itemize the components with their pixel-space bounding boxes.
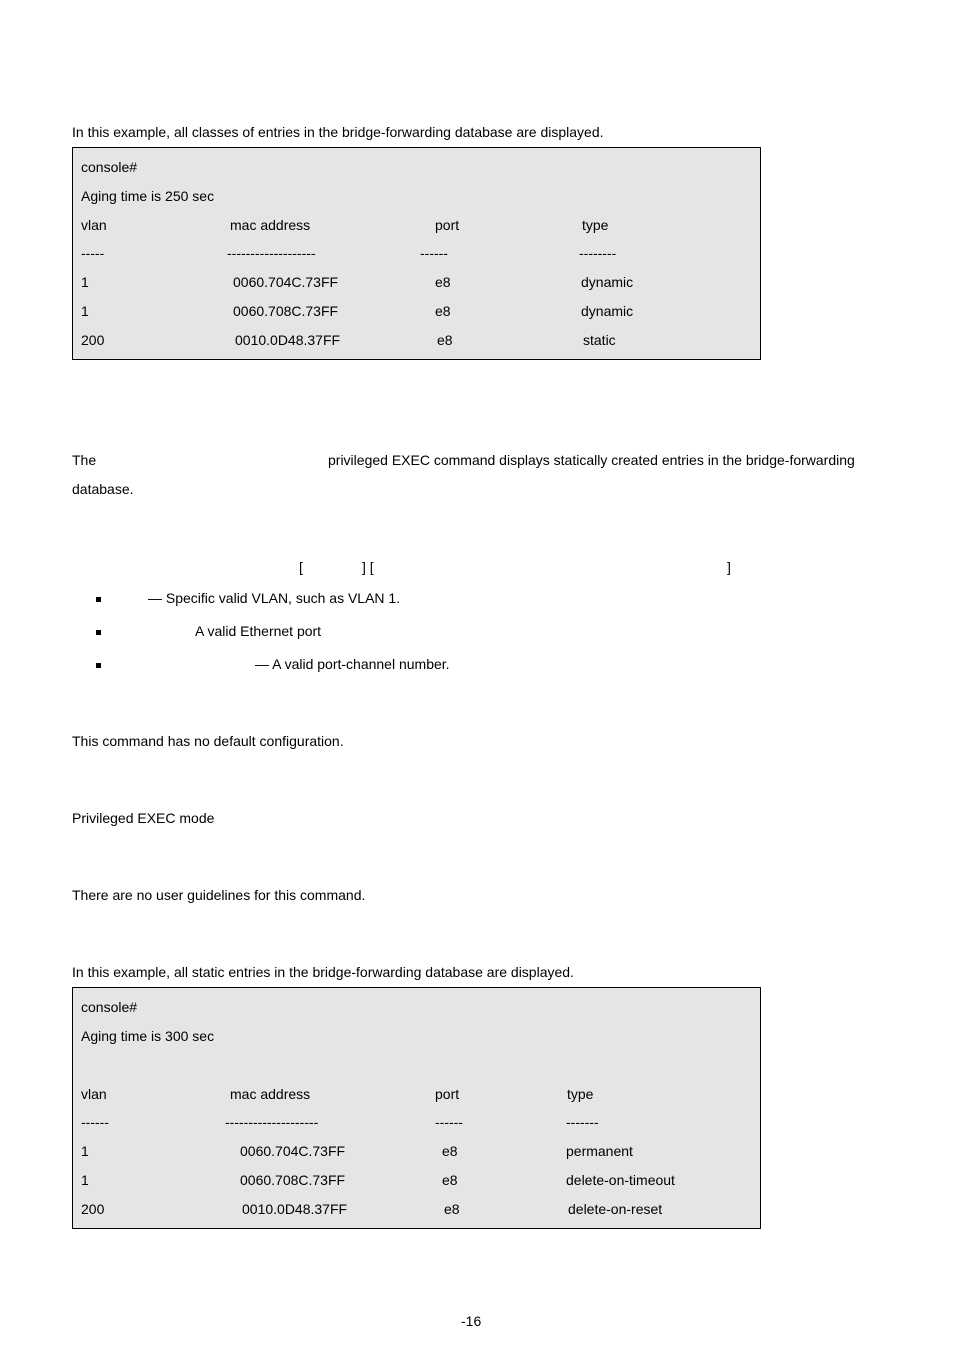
- table-row-1-type: dynamic: [581, 274, 634, 290]
- syntax-bracket-open: [: [299, 559, 303, 575]
- table-row-2-mac: 0060.708C.73FF: [233, 303, 339, 319]
- table-row-3-port: e8: [444, 1201, 460, 1217]
- table-row-2-type: delete-on-timeout: [566, 1172, 675, 1188]
- table-row-2-mac: 0060.708C.73FF: [240, 1172, 346, 1188]
- bullet-icon: [96, 597, 101, 602]
- example2-intro: In this example, all static entries in the bridge-forwarding database are displayed.: [72, 964, 574, 980]
- header-port: port: [435, 217, 460, 233]
- dash-mac: --------------------: [225, 1114, 319, 1130]
- header-mac-address: mac address: [230, 217, 311, 233]
- header-type: type: [582, 217, 609, 233]
- table-row-1-port: e8: [442, 1143, 458, 1159]
- description-continued: database.: [72, 481, 134, 497]
- dash-port: ------: [435, 1114, 463, 1130]
- header-type: type: [567, 1086, 594, 1102]
- aging-time: Aging time is 300 sec: [81, 1028, 215, 1044]
- table-row-2-port: e8: [435, 303, 451, 319]
- table-row-1-vlan: 1: [81, 274, 89, 290]
- dash-mac: -------------------: [227, 245, 316, 261]
- table-row-3-mac: 0010.0D48.37FF: [242, 1201, 348, 1217]
- example1-intro: In this example, all classes of entries in the bridge-forwarding database are displayed.: [72, 124, 604, 140]
- dash-vlan: -----: [81, 245, 105, 261]
- header-port: port: [435, 1086, 460, 1102]
- header-vlan: vlan: [81, 1086, 107, 1102]
- table-row-3-port: e8: [437, 332, 453, 348]
- command-mode-text: Privileged EXEC mode: [72, 810, 215, 826]
- param-vlan-desc: — Specific valid VLAN, such as VLAN 1.: [148, 590, 401, 606]
- dash-type: --------: [579, 245, 617, 261]
- header-mac-address: mac address: [230, 1086, 311, 1102]
- description-text: privileged EXEC command displays statically created entries in the bridge-forwarding: [328, 452, 855, 468]
- table-row-1-port: e8: [435, 274, 451, 290]
- dash-type: -------: [566, 1114, 599, 1130]
- syntax-bracket-middle: ] [: [362, 559, 374, 575]
- table-row-3-mac: 0010.0D48.37FF: [235, 332, 341, 348]
- table-row-2-vlan: 1: [81, 1172, 89, 1188]
- aging-time: Aging time is 250 sec: [81, 188, 215, 204]
- table-row-3-type: delete-on-reset: [568, 1201, 663, 1217]
- param-port-channel-desc: — A valid port-channel number.: [255, 656, 450, 672]
- table-row-3-vlan: 200: [81, 332, 105, 348]
- bullet-icon: [96, 630, 101, 635]
- example1-console-output: [72, 147, 761, 360]
- table-row-1-vlan: 1: [81, 1143, 89, 1159]
- user-guidelines-text: There are no user guidelines for this command.: [72, 887, 366, 903]
- table-row-3-vlan: 200: [81, 1201, 105, 1217]
- table-row-2-port: e8: [442, 1172, 458, 1188]
- description-the: The: [72, 452, 97, 468]
- console-prompt: console#: [81, 999, 138, 1015]
- table-row-1-mac: 0060.704C.73FF: [240, 1143, 346, 1159]
- param-ethernet-desc: A valid Ethernet port: [195, 623, 322, 639]
- console-prompt: console#: [81, 159, 138, 175]
- page-number: -16: [461, 1313, 482, 1329]
- table-row-2-vlan: 1: [81, 303, 89, 319]
- dash-port: ------: [420, 245, 448, 261]
- header-vlan: vlan: [81, 217, 107, 233]
- example2-console-output: [72, 987, 761, 1229]
- syntax-bracket-close: ]: [727, 559, 731, 575]
- dash-vlan: ------: [81, 1114, 109, 1130]
- bullet-icon: [96, 663, 101, 668]
- table-row-1-mac: 0060.704C.73FF: [233, 274, 339, 290]
- table-row-2-type: dynamic: [581, 303, 634, 319]
- table-row-3-type: static: [583, 332, 616, 348]
- default-configuration-text: This command has no default configuration.: [72, 733, 344, 749]
- table-row-1-type: permanent: [566, 1143, 633, 1159]
